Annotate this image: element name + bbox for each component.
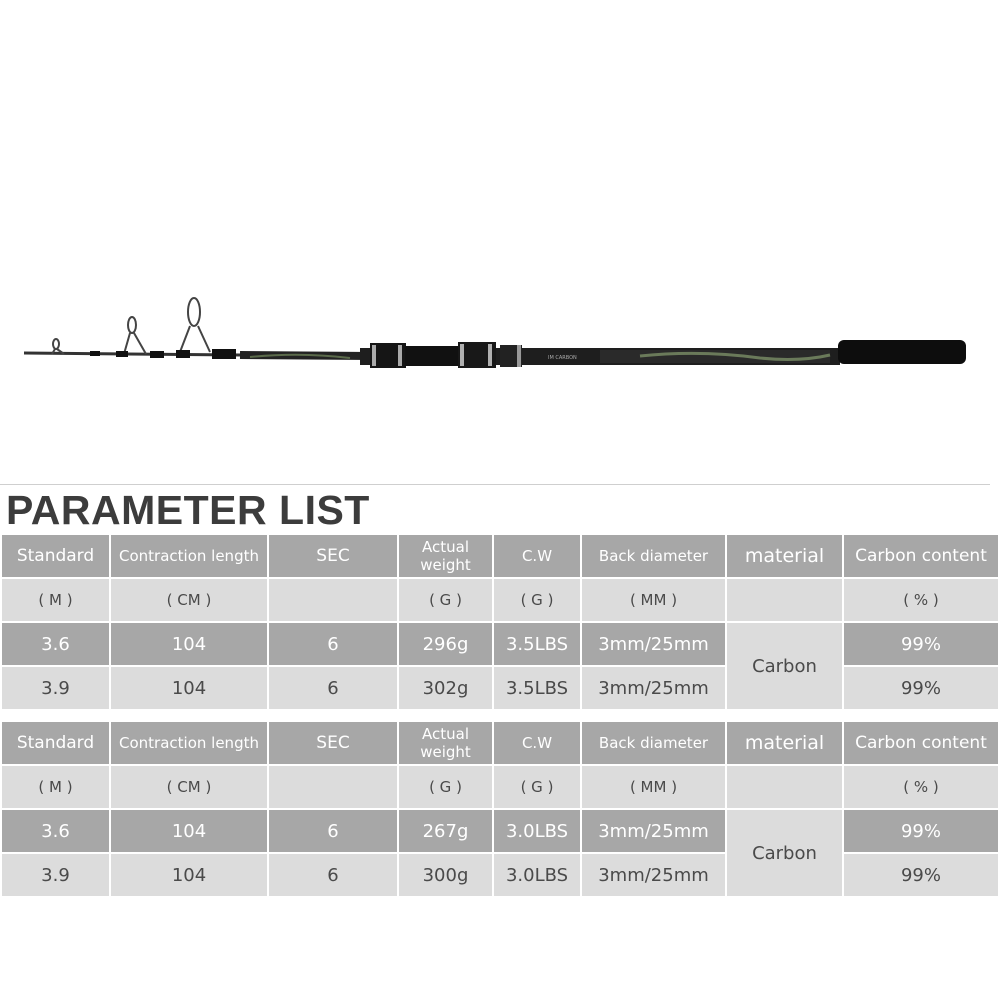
- header-carbon-content: Carbon content: [844, 535, 998, 577]
- header-sec: SEC: [269, 722, 397, 764]
- cell-material: Carbon: [727, 623, 842, 709]
- rod-guides: [52, 298, 210, 354]
- unit-back-diameter: ( MM ): [582, 579, 725, 621]
- header-actual-weight: Actual weight: [399, 722, 492, 764]
- unit-actual-weight: ( G ): [399, 579, 492, 621]
- cell-sec: 6: [269, 667, 397, 709]
- header-back-diameter: Back diameter: [582, 722, 725, 764]
- header-sec: SEC: [269, 535, 397, 577]
- rod-tip-section: [24, 353, 240, 355]
- unit-cw: ( G ): [494, 579, 580, 621]
- table-header-row: [2, 535, 998, 577]
- table-row: [2, 623, 998, 665]
- cell-cw: 3.0LBS: [494, 854, 580, 896]
- cell-standard: 3.9: [2, 667, 109, 709]
- cell-actual-weight: 267g: [399, 810, 492, 852]
- unit-standard: ( M ): [2, 579, 109, 621]
- cell-back-diameter: 3mm/25mm: [582, 667, 725, 709]
- header-standard: Standard: [2, 722, 109, 764]
- table-units-row: [2, 579, 998, 621]
- unit-cw: ( G ): [494, 766, 580, 808]
- cell-contraction-length: 104: [111, 667, 267, 709]
- header-carbon-content: Carbon content: [844, 722, 998, 764]
- unit-contraction-length: ( CM ): [111, 766, 267, 808]
- cell-cw: 3.5LBS: [494, 623, 580, 665]
- header-back-diameter: Back diameter: [582, 535, 725, 577]
- cell-actual-weight: 296g: [399, 623, 492, 665]
- cell-back-diameter: 3mm/25mm: [582, 854, 725, 896]
- table-header-row: [2, 722, 998, 764]
- rod-handle: [838, 340, 966, 364]
- fishing-rod-illustration: [0, 0, 1000, 480]
- unit-sec: [269, 766, 397, 808]
- cell-back-diameter: 3mm/25mm: [582, 623, 725, 665]
- header-contraction-length: Contraction length: [111, 535, 267, 577]
- header-actual-weight: Actual weight: [399, 535, 492, 577]
- unit-standard: ( M ): [2, 766, 109, 808]
- unit-material: [727, 766, 842, 808]
- table-row: [2, 810, 998, 852]
- header-standard: Standard: [2, 535, 109, 577]
- unit-back-diameter: ( MM ): [582, 766, 725, 808]
- cell-carbon-content: 99%: [844, 623, 998, 665]
- cell-contraction-length: 104: [111, 854, 267, 896]
- unit-sec: [269, 579, 397, 621]
- cell-carbon-content: 99%: [844, 854, 998, 896]
- header-contraction-length: Contraction length: [111, 722, 267, 764]
- header-material: material: [727, 535, 842, 577]
- header-material: material: [727, 722, 842, 764]
- divider-line: [0, 484, 990, 485]
- cell-cw: 3.5LBS: [494, 667, 580, 709]
- table-row: [2, 854, 998, 896]
- unit-material: [727, 579, 842, 621]
- cell-sec: 6: [269, 810, 397, 852]
- parameter-table-2: [0, 720, 1000, 898]
- unit-carbon-content: ( % ): [844, 579, 998, 621]
- header-cw: C.W: [494, 722, 580, 764]
- cell-sec: 6: [269, 854, 397, 896]
- rod-carbon-label: IM CARBON: [548, 355, 577, 361]
- cell-cw: 3.0LBS: [494, 810, 580, 852]
- cell-actual-weight: 300g: [399, 854, 492, 896]
- page-title: PARAMETER LIST: [6, 487, 370, 533]
- cell-contraction-length: 104: [111, 810, 267, 852]
- parameter-table-1: [0, 533, 1000, 711]
- unit-actual-weight: ( G ): [399, 766, 492, 808]
- cell-actual-weight: 302g: [399, 667, 492, 709]
- cell-standard: 3.6: [2, 623, 109, 665]
- cell-standard: 3.6: [2, 810, 109, 852]
- cell-material: Carbon: [727, 810, 842, 896]
- table-units-row: [2, 766, 998, 808]
- unit-carbon-content: ( % ): [844, 766, 998, 808]
- table-row: [2, 667, 998, 709]
- product-image: [0, 0, 1000, 480]
- cell-contraction-length: 104: [111, 623, 267, 665]
- cell-carbon-content: 99%: [844, 667, 998, 709]
- cell-sec: 6: [269, 623, 397, 665]
- cell-carbon-content: 99%: [844, 810, 998, 852]
- cell-back-diameter: 3mm/25mm: [582, 810, 725, 852]
- header-cw: C.W: [494, 535, 580, 577]
- unit-contraction-length: ( CM ): [111, 579, 267, 621]
- cell-standard: 3.9: [2, 854, 109, 896]
